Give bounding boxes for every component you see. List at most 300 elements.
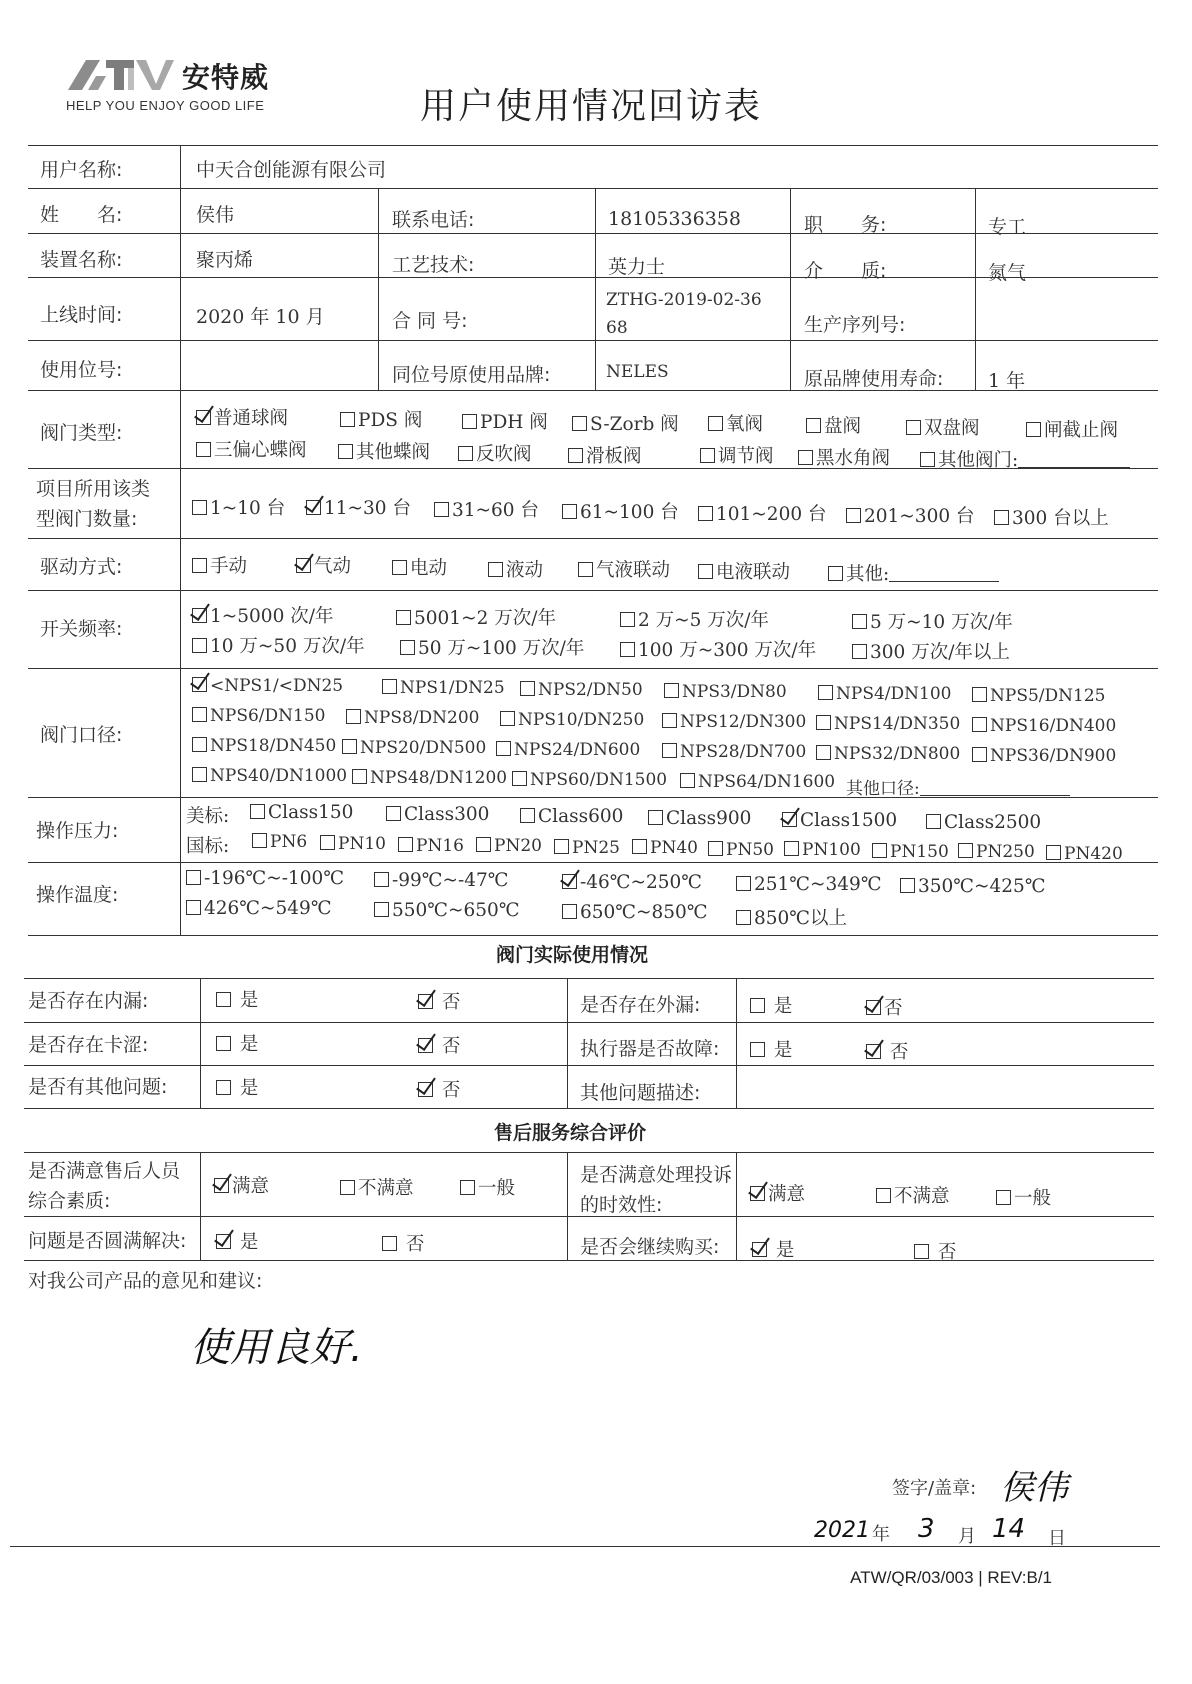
complaint-timeliness-average[interactable]: 一般 bbox=[996, 1184, 1051, 1210]
checkbox-icon bbox=[846, 508, 861, 523]
size-option[interactable]: NPS60/DN1500 bbox=[512, 770, 667, 790]
valve-type-option[interactable]: 黑水角阀 bbox=[798, 444, 890, 470]
checkbox-icon bbox=[488, 562, 503, 577]
process-value: 英力士 bbox=[608, 256, 666, 278]
contract-value-line2: 68 bbox=[606, 318, 628, 338]
checkbox-icon bbox=[818, 685, 833, 700]
valve-type-option[interactable]: PDS 阀 bbox=[340, 406, 422, 432]
size-option[interactable]: NPS8/DN200 bbox=[346, 708, 479, 728]
checkbox-icon bbox=[458, 446, 473, 461]
valve-type-option[interactable]: 滑板阀 bbox=[568, 442, 642, 468]
size-label: 阀门口径: bbox=[40, 724, 123, 746]
table-divider bbox=[28, 935, 1158, 936]
quantity-option[interactable]: 31~60 台 bbox=[434, 496, 539, 522]
pressure-ansi-option[interactable]: Class1500 bbox=[782, 810, 897, 831]
internal-leak-yes[interactable]: 是 bbox=[216, 986, 258, 1012]
name-value: 侯伟 bbox=[196, 204, 235, 226]
checkbox-icon bbox=[648, 810, 663, 825]
staff-quality-label-line1: 是否满意售后人员 bbox=[28, 1160, 181, 1182]
quantity-option[interactable]: 11~30 台 bbox=[306, 494, 411, 520]
pressure-label: 操作压力: bbox=[36, 820, 119, 842]
table-divider bbox=[24, 1108, 1154, 1109]
table-divider bbox=[24, 1260, 1154, 1261]
table-column-line bbox=[595, 188, 596, 390]
checkbox-icon bbox=[698, 564, 713, 579]
checkbox-checked-icon bbox=[866, 1044, 881, 1059]
checkbox-icon bbox=[700, 448, 715, 463]
resolved-label: 问题是否圆满解决: bbox=[28, 1230, 187, 1252]
table-column-line bbox=[200, 1152, 201, 1260]
checkbox-checked-icon bbox=[214, 1178, 229, 1193]
sticking-label: 是否存在卡涩: bbox=[28, 1034, 149, 1056]
valve-type-option[interactable]: 双盘阀 bbox=[906, 414, 980, 440]
frequency-option[interactable]: 100 万~300 万次/年 bbox=[620, 636, 816, 662]
pressure-ansi-option[interactable]: Class2500 bbox=[926, 812, 1041, 833]
unit-value: 聚丙烯 bbox=[196, 249, 254, 271]
resolved-yes[interactable]: 是 bbox=[216, 1228, 258, 1254]
user-name-label: 用户名称: bbox=[40, 159, 123, 181]
quantity-option[interactable]: 1~10 台 bbox=[192, 494, 285, 520]
quantity-option[interactable]: 61~100 台 bbox=[562, 498, 679, 524]
page-title: 用户使用情况回访表 bbox=[420, 86, 763, 127]
table-column-line bbox=[378, 188, 379, 390]
external-leak-no[interactable]: 否 bbox=[866, 994, 903, 1020]
checkbox-icon bbox=[462, 414, 477, 429]
frequency-label: 开关频率: bbox=[40, 618, 123, 640]
actuator-fault-yes[interactable]: 是 bbox=[750, 1036, 792, 1062]
checkbox-icon bbox=[680, 773, 695, 788]
checkbox-icon bbox=[554, 839, 569, 854]
internal-leak-no[interactable]: 否 bbox=[418, 988, 460, 1014]
temperature-option[interactable]: 650℃~850℃ bbox=[562, 902, 708, 923]
checkbox-icon bbox=[192, 638, 207, 653]
checkbox-checked-icon bbox=[752, 1242, 767, 1257]
table-divider bbox=[24, 1152, 1154, 1153]
checkbox-icon bbox=[994, 510, 1009, 525]
staff-quality-label-line2: 综合素质: bbox=[28, 1190, 111, 1212]
temperature-option[interactable]: 550℃~650℃ bbox=[374, 900, 520, 921]
complaint-timeliness-label-line1: 是否满意处理投诉 bbox=[580, 1164, 733, 1186]
checkbox-icon bbox=[632, 839, 647, 854]
checkbox-icon bbox=[972, 717, 987, 732]
actuation-option[interactable]: 电动 bbox=[392, 554, 447, 580]
valve-type-option[interactable]: 普通球阀 bbox=[196, 404, 288, 430]
checkbox-icon bbox=[852, 644, 867, 659]
checkbox-icon bbox=[400, 640, 415, 655]
checkbox-icon bbox=[392, 560, 407, 575]
checkbox-checked-icon bbox=[192, 608, 207, 623]
unit-label: 装置名称: bbox=[40, 249, 123, 271]
checkbox-icon bbox=[750, 1042, 765, 1057]
checkbox-checked-icon bbox=[866, 1000, 881, 1015]
checkbox-icon bbox=[562, 504, 577, 519]
temperature-option[interactable]: 251℃~349℃ bbox=[736, 874, 882, 895]
checkbox-icon bbox=[386, 806, 401, 821]
checkbox-icon bbox=[252, 833, 267, 848]
table-column-line bbox=[180, 145, 181, 935]
checkbox-icon bbox=[500, 711, 515, 726]
position-no-label: 使用位号: bbox=[40, 359, 123, 381]
checkbox-icon bbox=[216, 1080, 231, 1095]
process-label: 工艺技术: bbox=[392, 254, 475, 276]
checkbox-icon bbox=[340, 412, 355, 427]
staff-quality-average[interactable]: 一般 bbox=[460, 1174, 515, 1200]
checkbox-icon bbox=[816, 745, 831, 760]
other-issue-desc-field[interactable] bbox=[750, 1078, 1140, 1106]
temperature-option[interactable]: -99℃~-47℃ bbox=[374, 870, 508, 891]
table-divider bbox=[28, 538, 1158, 539]
signature-label: 签字/盖章: bbox=[892, 1478, 977, 1499]
checkbox-icon bbox=[664, 683, 679, 698]
pressure-gb-option[interactable]: PN250 bbox=[958, 842, 1035, 862]
frequency-option[interactable]: 1~5000 次/年 bbox=[192, 602, 333, 628]
checkbox-icon bbox=[460, 1180, 475, 1195]
contract-label: 合 同 号: bbox=[392, 310, 468, 332]
checkbox-icon bbox=[620, 612, 635, 627]
pressure-ansi-option[interactable]: Class600 bbox=[520, 806, 623, 827]
valve-type-option[interactable]: S-Zorb 阀 bbox=[572, 410, 679, 436]
checkbox-icon bbox=[568, 448, 583, 463]
table-divider bbox=[24, 1065, 1154, 1066]
size-option[interactable]: NPS16/DN400 bbox=[972, 716, 1116, 736]
pressure-gb-option[interactable]: PN100 bbox=[784, 840, 861, 860]
checkbox-checked-icon bbox=[216, 1234, 231, 1249]
day-unit: 日 bbox=[1048, 1528, 1066, 1549]
table-column-line bbox=[736, 978, 737, 1108]
quantity-label-line2: 型阀门数量: bbox=[36, 508, 138, 530]
checkbox-icon bbox=[958, 843, 973, 858]
table-divider bbox=[24, 1022, 1154, 1023]
size-option[interactable]: NPS64/DN1600 bbox=[680, 772, 835, 792]
checkbox-icon bbox=[736, 910, 751, 925]
pressure-gb-option[interactable]: PN40 bbox=[632, 838, 698, 858]
size-option[interactable]: NPS18/DN450 bbox=[192, 736, 336, 756]
checkbox-icon bbox=[186, 900, 201, 915]
checkbox-icon bbox=[662, 713, 677, 728]
table-column-line bbox=[200, 978, 201, 1108]
valve-type-option[interactable]: 反吹阀 bbox=[458, 440, 532, 466]
pressure-gb-option[interactable]: PN6 bbox=[252, 832, 307, 852]
size-option[interactable]: NPS40/DN1000 bbox=[192, 766, 347, 786]
valve-type-option[interactable]: 其他蝶阀 bbox=[338, 438, 430, 464]
checkbox-icon bbox=[852, 614, 867, 629]
checkbox-icon bbox=[216, 1036, 231, 1051]
contract-value-line1: ZTHG-2019-02-36 bbox=[606, 290, 762, 310]
checkbox-icon bbox=[1026, 422, 1041, 437]
other-valve-blank[interactable] bbox=[1018, 467, 1130, 468]
quantity-option[interactable]: 101~200 台 bbox=[698, 500, 827, 526]
checkbox-icon bbox=[338, 444, 353, 459]
size-option[interactable]: NPS48/DN1200 bbox=[352, 768, 507, 788]
pressure-gb-option[interactable]: PN50 bbox=[708, 840, 774, 860]
valve-type-label: 阀门类型: bbox=[40, 422, 123, 444]
atv-logo-mark-icon bbox=[66, 58, 176, 92]
checkbox-icon bbox=[396, 610, 411, 625]
checkbox-icon bbox=[382, 679, 397, 694]
checkbox-icon bbox=[784, 841, 799, 856]
checkbox-checked-icon bbox=[192, 677, 207, 692]
actuator-fault-no[interactable]: 否 bbox=[866, 1038, 908, 1064]
frequency-option[interactable]: 50 万~100 万次/年 bbox=[400, 634, 584, 660]
checkbox-icon bbox=[708, 841, 723, 856]
size-option[interactable]: NPS3/DN80 bbox=[664, 682, 787, 702]
checkbox-icon bbox=[512, 771, 527, 786]
checkbox-icon bbox=[192, 558, 207, 573]
checkbox-icon bbox=[914, 1244, 929, 1259]
checkbox-checked-icon bbox=[418, 1038, 433, 1053]
other-issue-desc-label: 其他问题描述: bbox=[580, 1082, 701, 1104]
table-divider bbox=[28, 340, 1158, 341]
repurchase-no[interactable]: 否 bbox=[914, 1238, 956, 1264]
size-option[interactable]: NPS36/DN900 bbox=[972, 746, 1116, 766]
checkbox-icon bbox=[972, 687, 987, 702]
sticking-no[interactable]: 否 bbox=[418, 1032, 460, 1058]
valve-type-option[interactable]: 盘阀 bbox=[806, 412, 861, 438]
complaint-timeliness-unsatisfied[interactable]: 不满意 bbox=[876, 1182, 950, 1208]
checkbox-icon bbox=[900, 878, 915, 893]
repurchase-label: 是否会继续购买: bbox=[580, 1236, 720, 1258]
internal-leak-label: 是否存在内漏: bbox=[28, 990, 149, 1012]
actuation-option[interactable]: 其他: bbox=[828, 560, 999, 586]
month-unit: 月 bbox=[958, 1526, 976, 1547]
size-option[interactable]: NPS4/DN100 bbox=[818, 684, 951, 704]
user-name-value: 中天合创能源有限公司 bbox=[196, 159, 387, 181]
valve-type-option[interactable]: 其他阀门: bbox=[920, 446, 1130, 472]
pressure-ansi-option[interactable]: Class900 bbox=[648, 808, 751, 829]
size-option[interactable]: NPS32/DN800 bbox=[816, 744, 960, 764]
checkbox-icon bbox=[196, 442, 211, 457]
checkbox-checked-icon bbox=[418, 1082, 433, 1097]
checkbox-icon bbox=[496, 741, 511, 756]
year-unit: 年 bbox=[872, 1524, 890, 1545]
size-other-label: 其他口径: bbox=[846, 774, 1070, 799]
signature-name[interactable]: 侯伟 bbox=[1000, 1468, 1068, 1508]
valve-type-option[interactable]: PDH 阀 bbox=[462, 408, 548, 434]
checkbox-checked-icon bbox=[418, 994, 433, 1009]
table-divider bbox=[28, 668, 1158, 669]
pressure-gb-option[interactable]: PN10 bbox=[320, 834, 386, 854]
table-divider bbox=[28, 862, 1158, 863]
checkbox-icon bbox=[578, 562, 593, 577]
external-leak-label: 是否存在外漏: bbox=[580, 994, 701, 1016]
checkbox-icon bbox=[216, 992, 231, 1007]
checkbox-checked-icon bbox=[306, 500, 321, 515]
valve-type-option[interactable]: 氧阀 bbox=[708, 410, 763, 436]
company-logo bbox=[66, 56, 296, 116]
checkbox-checked-icon bbox=[196, 410, 211, 425]
table-column-line bbox=[736, 1152, 737, 1260]
checkbox-checked-icon bbox=[562, 874, 577, 889]
actuator-fault-label: 执行器是否故障: bbox=[580, 1038, 720, 1060]
frequency-option[interactable]: 300 万次/年以上 bbox=[852, 638, 1010, 664]
table-column-line bbox=[790, 188, 791, 390]
footer-rule bbox=[10, 1546, 1160, 1547]
checkbox-checked-icon bbox=[750, 1186, 765, 1201]
checkbox-icon bbox=[398, 837, 413, 852]
signature-day[interactable]: 14 bbox=[992, 1514, 1026, 1544]
checkbox-icon bbox=[698, 506, 713, 521]
usage-section-title: 阀门实际使用情况 bbox=[496, 944, 649, 966]
checkbox-icon bbox=[192, 737, 207, 752]
position-value: 专工 bbox=[988, 216, 1027, 238]
frequency-option[interactable]: 5 万~10 万次/年 bbox=[852, 608, 1013, 634]
size-option[interactable]: NPS14/DN350 bbox=[816, 714, 960, 734]
valve-type-option[interactable]: 调节阀 bbox=[700, 442, 774, 468]
pressure-gb-option[interactable]: PN20 bbox=[476, 836, 542, 856]
checkbox-icon bbox=[798, 450, 813, 465]
position-label: 职 务: bbox=[804, 214, 887, 236]
checkbox-icon bbox=[520, 808, 535, 823]
other-issue-label: 是否有其他问题: bbox=[28, 1076, 168, 1098]
checkbox-checked-icon bbox=[782, 812, 797, 827]
pressure-gb-option[interactable]: PN16 bbox=[398, 836, 464, 856]
other-issue-yes[interactable]: 是 bbox=[216, 1074, 258, 1100]
original-brand-value: NELES bbox=[606, 362, 669, 382]
checkbox-icon bbox=[520, 681, 535, 696]
logo-tagline: HELP YOU ENJOY GOOD LIFE bbox=[66, 98, 265, 113]
checkbox-icon bbox=[1046, 845, 1061, 860]
name-label: 姓 名: bbox=[40, 204, 123, 226]
quantity-option[interactable]: 201~300 台 bbox=[846, 502, 975, 528]
checkbox-icon bbox=[876, 1188, 891, 1203]
phone-value: 18105336358 bbox=[608, 208, 741, 230]
actuation-option[interactable]: 气液联动 bbox=[578, 556, 670, 582]
checkbox-icon bbox=[920, 452, 935, 467]
size-option[interactable]: <NPS1/<DN25 bbox=[192, 676, 343, 696]
valve-type-option[interactable]: 闸截止阀 bbox=[1026, 416, 1118, 442]
frequency-option[interactable]: 5001~2 万次/年 bbox=[396, 604, 556, 630]
temperature-option[interactable]: 850℃以上 bbox=[736, 904, 847, 930]
service-section-title: 售后服务综合评价 bbox=[494, 1122, 647, 1144]
quantity-option[interactable]: 300 台以上 bbox=[994, 504, 1109, 530]
checkbox-icon bbox=[972, 747, 987, 762]
online-time-value: 2020 年 10 月 bbox=[196, 306, 325, 328]
feedback-handwritten[interactable]: 使用良好. bbox=[190, 1325, 363, 1371]
staff-quality-unsatisfied[interactable]: 不满意 bbox=[340, 1174, 414, 1200]
pressure-gb-option[interactable]: PN150 bbox=[872, 842, 949, 862]
staff-quality-satisfied[interactable]: 满意 bbox=[214, 1172, 269, 1198]
pressure-gb-option[interactable]: PN25 bbox=[554, 838, 620, 858]
checkbox-icon bbox=[996, 1190, 1011, 1205]
size-option[interactable]: NPS6/DN150 bbox=[192, 706, 325, 726]
size-option[interactable]: NPS20/DN500 bbox=[342, 738, 486, 758]
checkbox-icon bbox=[320, 835, 335, 850]
checkbox-icon bbox=[352, 769, 367, 784]
size-option[interactable]: NPS12/DN300 bbox=[662, 712, 806, 732]
other-issue-no[interactable]: 否 bbox=[418, 1076, 460, 1102]
checkbox-checked-icon bbox=[296, 558, 311, 573]
size-option[interactable]: NPS5/DN125 bbox=[972, 686, 1105, 706]
phone-label: 联系电话: bbox=[392, 209, 475, 231]
serial-number-label: 生产序列号: bbox=[804, 314, 906, 336]
checkbox-icon bbox=[192, 707, 207, 722]
actuation-option[interactable]: 液动 bbox=[488, 556, 543, 582]
table-column-line bbox=[567, 978, 568, 1108]
pressure-ansi-option[interactable]: Class300 bbox=[386, 804, 489, 825]
valve-type-option[interactable]: 三偏心蝶阀 bbox=[196, 436, 307, 462]
checkbox-icon bbox=[620, 642, 635, 657]
actuation-option[interactable]: 气动 bbox=[296, 552, 351, 578]
pressure-ansi-option[interactable]: Class150 bbox=[250, 802, 353, 823]
table-divider bbox=[24, 978, 1154, 979]
actuation-option[interactable]: 手动 bbox=[192, 552, 247, 578]
logo-chinese-name: 安特威 bbox=[182, 61, 270, 94]
temperature-option[interactable]: 426℃~549℃ bbox=[186, 898, 332, 919]
size-option[interactable]: NPS24/DN600 bbox=[496, 740, 640, 760]
sticking-yes[interactable]: 是 bbox=[216, 1030, 258, 1056]
checkbox-icon bbox=[906, 420, 921, 435]
checkbox-icon bbox=[828, 566, 843, 581]
repurchase-yes[interactable]: 是 bbox=[752, 1236, 794, 1262]
checkbox-icon bbox=[192, 500, 207, 515]
table-divider bbox=[28, 188, 1158, 189]
checkbox-icon bbox=[192, 767, 207, 782]
checkbox-icon bbox=[662, 743, 677, 758]
checkbox-icon bbox=[806, 418, 821, 433]
original-life-label: 原品牌使用寿命: bbox=[804, 368, 944, 390]
medium-label: 介 质: bbox=[804, 260, 887, 282]
temperature-label: 操作温度: bbox=[36, 884, 119, 906]
checkbox-icon bbox=[434, 502, 449, 517]
other-actuation-blank[interactable] bbox=[889, 581, 999, 582]
checkbox-icon bbox=[340, 1180, 355, 1195]
checkbox-icon bbox=[250, 804, 265, 819]
size-option[interactable]: NPS28/DN700 bbox=[662, 742, 806, 762]
pressure-gb-option[interactable]: PN420 bbox=[1046, 844, 1123, 864]
medium-value: 氮气 bbox=[988, 262, 1027, 284]
frequency-option[interactable]: 10 万~50 万次/年 bbox=[192, 632, 365, 658]
checkbox-icon bbox=[562, 904, 577, 919]
complaint-timeliness-label-line2: 的时效性: bbox=[580, 1194, 663, 1216]
resolved-no[interactable]: 否 bbox=[382, 1230, 424, 1256]
checkbox-icon bbox=[816, 715, 831, 730]
table-column-line bbox=[567, 1152, 568, 1260]
temperature-option[interactable]: 350℃~425℃ bbox=[900, 876, 1046, 897]
size-option[interactable]: NPS2/DN50 bbox=[520, 680, 643, 700]
frequency-option[interactable]: 2 万~5 万次/年 bbox=[620, 606, 769, 632]
checkbox-icon bbox=[374, 872, 389, 887]
checkbox-icon bbox=[346, 709, 361, 724]
temperature-option[interactable]: -46℃~250℃ bbox=[562, 872, 702, 893]
table-border bbox=[28, 145, 1158, 146]
actuation-label: 驱动方式: bbox=[40, 556, 123, 578]
size-option[interactable]: NPS1/DN25 bbox=[382, 678, 505, 698]
checkbox-icon bbox=[872, 843, 887, 858]
actuation-option[interactable]: 电液联动 bbox=[698, 558, 790, 584]
checkbox-icon bbox=[342, 739, 357, 754]
original-brand-label: 同位号原使用品牌: bbox=[392, 364, 551, 386]
online-time-label: 上线时间: bbox=[40, 304, 123, 326]
original-life-value: 1 年 bbox=[988, 370, 1026, 392]
checkbox-icon bbox=[572, 416, 587, 431]
checkbox-icon bbox=[926, 814, 941, 829]
document-code: ATW/QR/03/003 | REV:B/1 bbox=[850, 1568, 1052, 1587]
signature-month[interactable]: 3 bbox=[918, 1514, 935, 1544]
quantity-label-line1: 项目所用该类 bbox=[36, 478, 151, 500]
checkbox-icon bbox=[374, 902, 389, 917]
checkbox-icon bbox=[708, 416, 723, 431]
signature-year[interactable]: 2021 bbox=[814, 1518, 870, 1543]
size-option[interactable]: NPS10/DN250 bbox=[500, 710, 644, 730]
external-leak-yes[interactable]: 是 bbox=[750, 992, 792, 1018]
temperature-option[interactable]: -196℃~-100℃ bbox=[186, 868, 344, 889]
checkbox-icon bbox=[186, 870, 201, 885]
ansi-label: 美标: bbox=[186, 806, 230, 827]
complaint-timeliness-satisfied[interactable]: 满意 bbox=[750, 1180, 805, 1206]
checkbox-icon bbox=[750, 998, 765, 1013]
other-size-blank[interactable] bbox=[920, 795, 1070, 796]
table-divider bbox=[28, 590, 1158, 591]
